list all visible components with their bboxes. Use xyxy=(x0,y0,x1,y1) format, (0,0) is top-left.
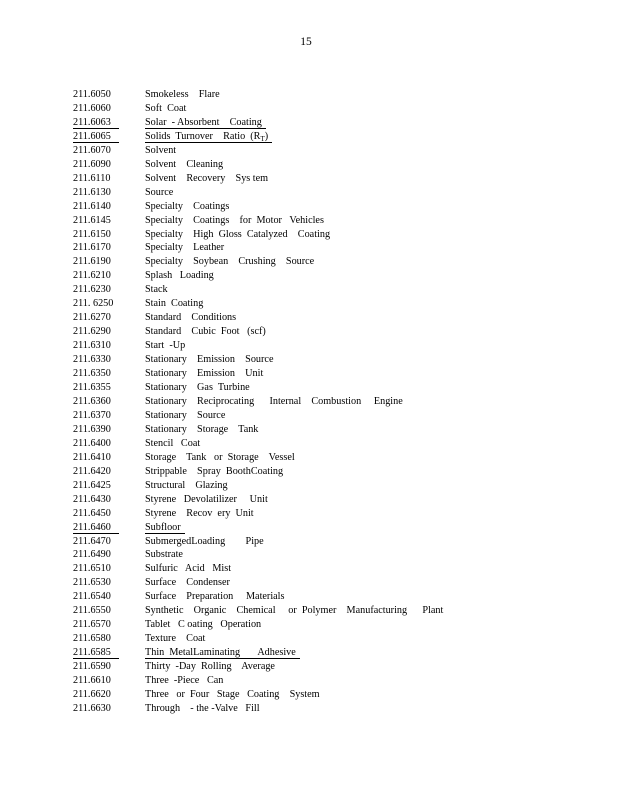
defined-term-text: Soft Coat xyxy=(145,102,187,114)
defined-term-text: Surface Preparation Materials xyxy=(145,591,285,603)
section-number: 211.6355 xyxy=(73,382,111,394)
defined-term xyxy=(145,144,176,158)
section-number: 211.6620 xyxy=(73,688,111,700)
defined-term xyxy=(145,451,295,465)
section-number: 211.6585 xyxy=(73,647,111,659)
section-number: 211.6150 xyxy=(73,228,111,240)
defined-term-text: Specialty Leather xyxy=(145,242,225,254)
defined-term-text: Smokeless Flare xyxy=(145,89,220,100)
defined-term xyxy=(145,158,223,172)
defined-term xyxy=(145,353,273,367)
defined-term-text: Three -Piece Can xyxy=(145,675,224,687)
defined-term-text: Standard Conditions xyxy=(145,312,237,324)
section-number: 211.6170 xyxy=(73,242,111,254)
section-number: 211.6630 xyxy=(73,702,111,714)
section-number: 211.6370 xyxy=(73,409,111,421)
defined-term xyxy=(145,409,225,423)
defined-term xyxy=(145,381,250,395)
defined-term xyxy=(145,255,314,269)
section-number: 211.6070 xyxy=(73,144,111,156)
number-underline xyxy=(73,533,119,534)
defined-term-text: Solids Turnover Ratio (R xyxy=(145,130,261,142)
section-number: 211.6610 xyxy=(73,675,111,687)
defined-term xyxy=(145,102,186,116)
defined-term xyxy=(145,618,261,632)
defined-term-text: Solvent Cleaning xyxy=(145,158,224,170)
defined-term-text: Styrene Recov ery Unit xyxy=(145,507,254,519)
defined-term xyxy=(145,172,268,186)
section-number: 211.6065 xyxy=(73,130,111,142)
section-number: 211.6050 xyxy=(73,89,111,100)
defined-term-text: Start -Up xyxy=(145,340,186,352)
section-number: 211.6330 xyxy=(73,354,111,366)
term-tail: ) xyxy=(264,130,269,142)
section-number: 211.6460 xyxy=(73,521,111,533)
defined-term xyxy=(145,339,185,353)
defined-term-text: Specialty High Gloss Catalyzed Coating xyxy=(145,228,331,240)
section-number: 211.6110 xyxy=(73,172,111,184)
defined-term-text: Three or Four Stage Coating System xyxy=(145,688,320,700)
section-number: 211.6580 xyxy=(73,633,111,645)
section-number: 211.6590 xyxy=(73,661,111,673)
section-number: 211.6060 xyxy=(73,102,111,114)
defined-term xyxy=(145,311,236,325)
number-underline xyxy=(73,142,119,143)
defined-term-text: Specialty Soybean Crushing Source xyxy=(145,256,315,268)
defined-term xyxy=(145,465,283,479)
defined-term-text: Substrate xyxy=(145,549,183,561)
defined-term-text: Synthetic Organic Chemical or Polymer Manufacturing Plant xyxy=(145,605,444,617)
section-number: 211.6420 xyxy=(73,465,111,477)
defined-term-text: Solvent Recovery Sys tem xyxy=(145,172,269,184)
subscript: T xyxy=(260,134,265,143)
defined-term-text: Styrene Devolatilizer Unit xyxy=(145,493,268,505)
defined-term xyxy=(145,479,228,493)
defined-term xyxy=(145,674,223,688)
defined-term-text: Stationary Emission Unit xyxy=(145,368,264,380)
defined-term-text: Source xyxy=(145,186,174,198)
section-number: 211.6400 xyxy=(73,437,111,449)
section-number: 211.6310 xyxy=(73,340,111,352)
defined-term xyxy=(145,200,229,214)
section-number: 211.6145 xyxy=(73,214,111,226)
defined-term xyxy=(145,535,264,549)
number-underline xyxy=(73,128,119,129)
defined-term xyxy=(145,548,183,562)
defined-term-text: Specialty Coatings xyxy=(145,200,230,212)
section-number: 211.6410 xyxy=(73,451,111,463)
defined-term-text: Stack xyxy=(145,284,168,296)
defined-term-text: Strippable Spray BoothCoating xyxy=(145,465,284,477)
section-number: 211.6190 xyxy=(73,256,111,268)
section-number: 211.6210 xyxy=(73,270,111,282)
defined-term-text: Standard Cubic Foot (scf) xyxy=(145,326,266,338)
defined-term xyxy=(145,688,320,702)
defined-term-text: Thin MetalLaminating Adhesive xyxy=(145,647,296,659)
defined-term xyxy=(145,269,214,283)
section-number: 211.6470 xyxy=(73,535,111,547)
defined-term-text: Stationary Emission Source xyxy=(145,354,274,366)
defined-term-text: Texture Coat xyxy=(145,633,206,645)
defined-term-text: Specialty Coatings for Motor Vehicles xyxy=(145,214,324,226)
defined-term-text: Surface Condenser xyxy=(145,577,230,589)
defined-term xyxy=(145,241,224,255)
defined-term-text: Storage Tank or Storage Vessel xyxy=(145,451,295,463)
section-number: 211.6450 xyxy=(73,507,111,519)
defined-term xyxy=(145,493,268,507)
section-number: 211.6570 xyxy=(73,619,111,631)
number-underline xyxy=(73,658,119,659)
defined-term-text: Stationary Source xyxy=(145,409,226,421)
defined-term-text: Splash Loading xyxy=(145,270,214,282)
section-number: 211.6490 xyxy=(73,549,111,561)
defined-term xyxy=(145,228,330,242)
defined-term xyxy=(145,590,284,604)
defined-term xyxy=(145,367,263,381)
defined-term-text: Tablet C oating Operation xyxy=(145,619,262,631)
section-number: 211.6540 xyxy=(73,591,111,603)
section-number: 211.6425 xyxy=(73,479,111,491)
section-number: 211.6530 xyxy=(73,577,111,589)
defined-term xyxy=(145,186,173,200)
defined-term-text: Stationary Storage Tank xyxy=(145,423,259,435)
defined-term xyxy=(145,576,230,590)
defined-term-text: Structural Glazing xyxy=(145,479,228,491)
section-number: 211.6510 xyxy=(73,563,111,575)
section-number: 211.6230 xyxy=(73,284,111,296)
section-number: 211.6090 xyxy=(73,158,111,170)
defined-term xyxy=(145,702,260,716)
term-underline xyxy=(145,533,185,534)
defined-term xyxy=(145,604,443,618)
term-underline xyxy=(145,658,300,659)
section-number: 211.6130 xyxy=(73,186,111,198)
section-number: 211.6390 xyxy=(73,423,111,435)
defined-term xyxy=(145,283,168,297)
defined-term xyxy=(145,325,266,339)
defined-term xyxy=(145,214,324,228)
defined-term xyxy=(145,562,231,576)
term-underline xyxy=(145,142,272,143)
defined-term xyxy=(145,437,200,451)
section-number: 211.6140 xyxy=(73,200,111,212)
defined-term xyxy=(145,632,205,646)
section-number: 211.6550 xyxy=(73,605,111,617)
defined-term-text: Stationary Gas Turbine xyxy=(145,382,250,394)
defined-term-text: Thirty -Day Rolling Average xyxy=(145,661,275,673)
defined-term-text: Stencil Coat xyxy=(145,437,201,449)
defined-term xyxy=(145,507,254,521)
defined-term-text: Stationary Reciprocating Internal Combustion Engine xyxy=(145,395,403,407)
section-number: 211. 6250 xyxy=(73,298,114,310)
section-number: 211.6350 xyxy=(73,368,111,380)
section-number: 211.6430 xyxy=(73,493,111,505)
page-number: 15 xyxy=(300,36,312,48)
defined-term xyxy=(145,297,203,311)
defined-term-text: Subfloor xyxy=(145,521,181,533)
defined-term-text: Stain Coating xyxy=(145,298,204,310)
defined-term xyxy=(145,395,403,409)
section-number: 211.6063 xyxy=(73,116,111,128)
defined-term xyxy=(145,423,258,437)
defined-term-text: Through - the -Valve Fill xyxy=(145,702,260,714)
section-number: 211.6270 xyxy=(73,312,111,324)
defined-term xyxy=(145,88,220,102)
defined-term-text: Solar - Absorbent Coating xyxy=(145,116,262,128)
defined-term-text: SubmergedLoading Pipe xyxy=(145,535,264,547)
section-number: 211.6290 xyxy=(73,326,111,338)
defined-term xyxy=(145,660,275,674)
section-number: 211.6360 xyxy=(73,395,111,407)
term-underline xyxy=(145,128,266,129)
defined-term-text: Sulfuric Acid Mist xyxy=(145,563,232,575)
defined-term-text: Solvent xyxy=(145,144,177,156)
